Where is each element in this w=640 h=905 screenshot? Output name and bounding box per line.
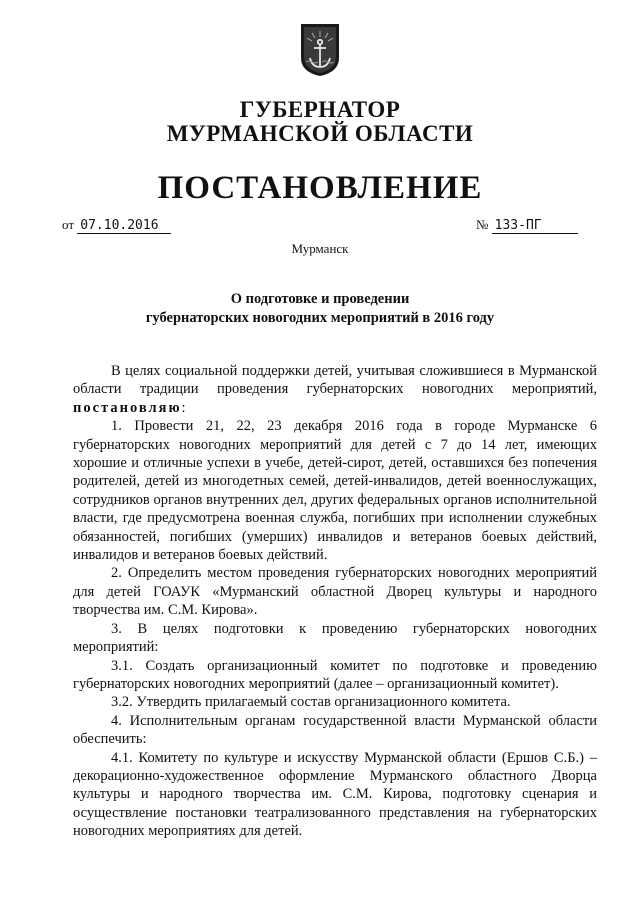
paragraph-3-2: 3.2. Утвердить прилагаемый состав организационного комитета. (111, 694, 511, 711)
document-body (73, 362, 597, 841)
paragraph-3-1: 3.1. Создать организационный комитет по подготовке и проведению губернаторских новогодних мероприятий (далее – организационный комитет). (73, 657, 597, 692)
preamble-text: В целях социальной поддержки детей, учитывая сложившиеся в Мурманской области традиции проведения губернаторских новогодних мероприятий, (73, 363, 597, 398)
decree-colon: : (181, 399, 186, 416)
paragraph-4-1: 4.1. Комитету по культуре и искусству Мурманской области (Ершов С.Б.) – декорационно-художественное оформление Мурманского областного Дворца культуры и народного творчества им. С.М. Кирова, подготовку сценария и осуществление постановки театрализованного представления на губернаторских новогодних мероприятиях для детей. (73, 749, 597, 840)
number-prefix: № (476, 217, 489, 232)
paragraph-3: 3. В целях подготовки к проведению губернаторских новогодних мероприятий: (73, 620, 597, 656)
document-date (62, 216, 171, 234)
coat-of-arms-icon (299, 22, 341, 78)
document-type-title: ПОСТАНОВЛЕНИЕ (157, 170, 483, 206)
paragraph-2: 2. Определить местом проведения губернаторских новогодних мероприятий для детей ГОАУК «Мурманский областной Дворец культуры и народного творчества им. С.М. Кирова». (73, 565, 597, 619)
document-number (476, 216, 578, 234)
paragraph-preamble (73, 362, 597, 417)
subject-line2: губернаторских новогодних мероприятий в 2016 году (145, 310, 495, 326)
document-place: Мурманск (291, 241, 349, 256)
date-prefix: от (62, 217, 75, 232)
document-subject (0, 290, 640, 328)
paragraph-4: 4. Исполнительным органам государственной власти Мурманской области обеспечить: (73, 712, 597, 748)
date-value: 07.10.2016 (77, 218, 171, 234)
number-value: 133-ПГ (492, 218, 578, 234)
authority-title-line1: ГУБЕРНАТОР (239, 97, 401, 122)
subject-line1: О подготовке и проведении (230, 291, 410, 307)
decree-word: постановляю (73, 399, 182, 416)
paragraph-1: 1. Провести 21, 22, 23 декабря 2016 года в городе Мурманске 6 губернаторских новогодних мероприятий для детей с 7 до 14 лет, имеющих хорошие и отличные успехи в учебе, детей-сирот, детей, оставшихся без попечения родителей, детей из многодетных семей, детей-инвалидов, детей военнослужащих, сотрудников органов внутренних дел, других федеральных органов исполнительной власти, где предусмотрена военная служба, погибших при исполнении служебных обязанностей, погибших (умерших) инвалидов и ветеранов боевых действий, инвалидов и ветеранов боевых действий. (73, 418, 597, 564)
authority-title-line2: МУРМАНСКОЙ ОБЛАСТИ (166, 121, 474, 146)
